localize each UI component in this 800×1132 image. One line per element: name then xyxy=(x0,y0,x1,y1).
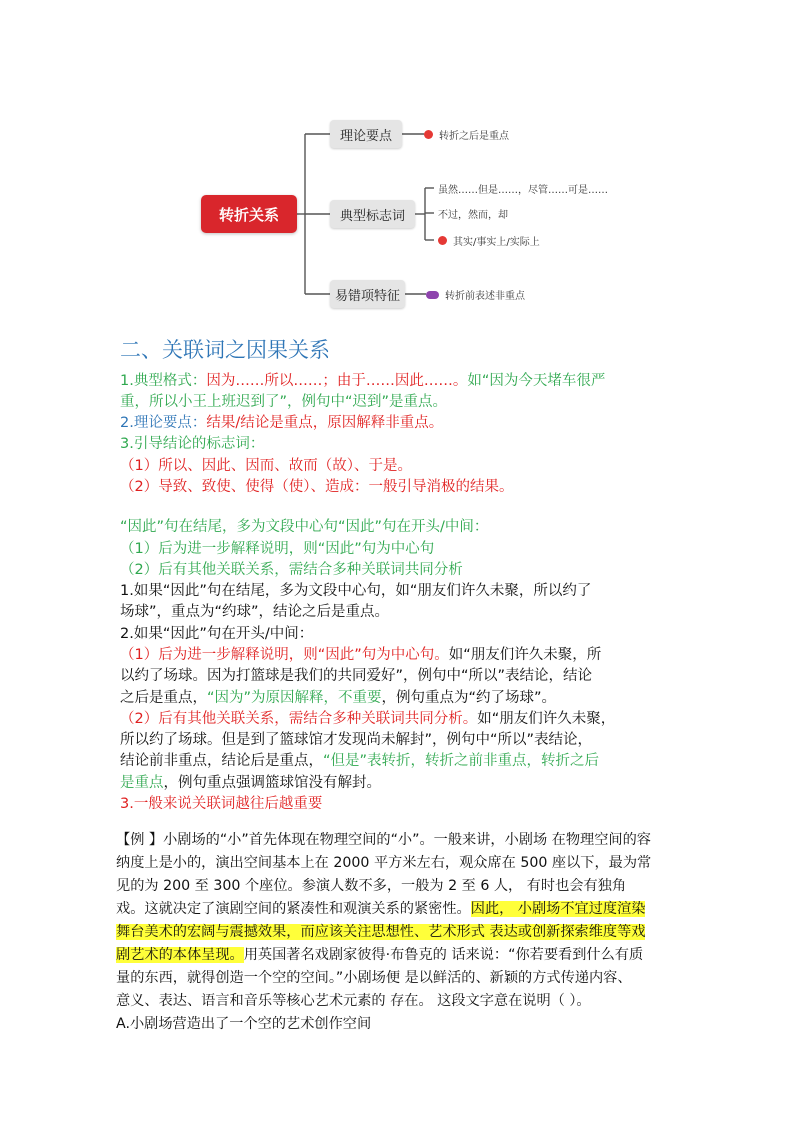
mind-map xyxy=(0,0,800,330)
leaf-mistake-label: 转折前表述非重点 xyxy=(445,291,525,302)
section-title: 二、关联词之因果关系 xyxy=(120,338,330,362)
example-line xyxy=(116,898,645,921)
section-text-run: 是重点 xyxy=(120,775,164,791)
example-text-run: 见的为 200 至 300 个座位。参演人数不多，一般为 2 至 6 人， 有时也会有独角 xyxy=(116,878,627,894)
example-text-run: 【例 】小剧场的“小”首先体现在物理空间的“小”。一般来讲，小剧场 在物理空间的容 xyxy=(116,832,651,848)
section-text-run: （2）后有其他关联关系，需结合多种关联词共同分析 xyxy=(120,562,463,578)
section-text-run: （2）后有其他关联关系，需结合多种关联词共同分析。 xyxy=(120,711,478,727)
leaf-theory xyxy=(424,127,509,142)
mind-map-root: 转折关系 xyxy=(201,195,297,233)
section-line xyxy=(120,559,463,581)
example-line xyxy=(116,967,632,990)
red-dot-icon xyxy=(424,130,433,139)
section-line xyxy=(120,412,443,434)
example-text-run: 意义、表达、语言和音乐等核心艺术元素的 存在。 这段文字意在说明（ ）。 xyxy=(116,993,591,1009)
section-line xyxy=(120,708,615,730)
example-text-run: 戏。这就决定了演剧空间的紧凑性和观演关系的紧密性。 xyxy=(116,901,471,917)
section-line xyxy=(120,516,488,538)
leaf-marker-3-label: 其实/事实上/实际上 xyxy=(453,237,540,248)
leaf-marker-3 xyxy=(438,233,540,248)
section-line xyxy=(120,729,592,751)
section-line xyxy=(120,665,592,687)
section-text-run: 1.典型格式： xyxy=(120,373,207,389)
example-text-run: 用英国著名戏剧家彼得·布鲁克的 话来说：“你若要看到什么有质 xyxy=(243,947,644,963)
section-line xyxy=(120,370,605,392)
red-dot-icon xyxy=(438,236,447,245)
section-text-run: “因为”为原因解释，不重要 xyxy=(207,690,382,706)
section-line xyxy=(120,391,447,413)
section-text-run: 2.理论要点： xyxy=(120,415,207,431)
section-line xyxy=(120,433,264,455)
section-text-run: （1）所以、因此、因而、故而（故）、于是。 xyxy=(120,458,412,474)
section-text-run: 结果/结论是重点，原因解释非重点。 xyxy=(206,415,444,431)
example-line xyxy=(116,990,591,1013)
section-line xyxy=(120,538,434,560)
section-text-run: ，例句重点强调篮球馆没有解封。 xyxy=(163,775,381,791)
node-theory: 理论要点 xyxy=(330,120,402,148)
leaf-mistake xyxy=(426,287,525,302)
leaf-theory-label: 转折之后是重点 xyxy=(439,131,509,142)
section-text-run: 如“朋友们许久未聚，所 xyxy=(448,647,602,663)
section-text-run: “但是”表转折，转折之前非重点，转折之后 xyxy=(323,753,600,769)
section-text-run: “因此”句在结尾，多为文段中心句“因此”句在开头/中间： xyxy=(120,519,489,535)
section-text-run: ，例句重点为“约了场球”。 xyxy=(381,690,557,706)
example-line xyxy=(116,852,651,875)
section-line xyxy=(120,623,313,645)
example-line xyxy=(116,921,645,944)
section-line xyxy=(120,750,599,772)
highlighted-text: 因此， 小剧场不宜过度渲染 xyxy=(470,901,646,917)
example-line xyxy=(116,875,626,898)
example-line xyxy=(116,1013,371,1036)
example-text-run: 纳度上是小的，演出空间基本上在 2000 平方米左右，观众席在 500 座以下，最为常 xyxy=(116,855,652,871)
example-text-run: 量的东西，就得创造一个空的空间。”小剧场便 是以鲜活的、新颖的方式传递内容、 xyxy=(116,970,632,986)
section-text-run: （2）导致、致使、使得（使）、造成：一般引导消极的结果。 xyxy=(120,479,514,495)
section-line xyxy=(120,476,513,498)
highlighted-text: 剧艺术的本体呈现。 xyxy=(116,947,244,963)
section-line xyxy=(120,772,381,794)
section-text-run: 如“朋友们许久未聚， xyxy=(477,711,616,727)
highlighted-text: 舞台美术的宏阔与震撼效果，而应该关注思想性、艺术形式 表达或创新探索维度等戏 xyxy=(116,924,646,940)
section-text-run: 重，所以小王上班迟到了”，例句中“迟到”是重点。 xyxy=(120,394,448,410)
section-line xyxy=(120,644,601,666)
example-line xyxy=(116,829,651,852)
section-text-run: 之后是重点， xyxy=(120,690,207,706)
section-text-run: 结论前非重点，结论后是重点， xyxy=(120,753,323,769)
example-line xyxy=(116,944,643,967)
section-text-run: 场球”，重点为“约球”，结论之后是重点。 xyxy=(120,604,390,620)
section-line xyxy=(120,580,591,602)
node-markers: 典型标志词 xyxy=(330,200,415,228)
leaf-marker-1 xyxy=(438,181,608,196)
section-text-run: 3.一般来说关联词越往后越重要 xyxy=(120,796,323,812)
section-text-run: （1）后为进一步解释说明，则“因此”句为中心句。 xyxy=(120,647,449,663)
node-mistake: 易错项特征 xyxy=(330,280,405,308)
section-text-run: 以约了场球。因为打篮球是我们的共同爱好”，例句中“所以”表结论，结论 xyxy=(120,668,593,684)
leaf-marker-1-label: 虽然……但是……，尽管……可是…… xyxy=(438,185,608,196)
section-text-run: （1）后为进一步解释说明，则“因此”句为中心句 xyxy=(120,541,435,557)
leaf-marker-2-label: 不过，然而，却 xyxy=(438,210,508,221)
purple-dot-icon xyxy=(426,291,439,299)
example-text-run: A.小剧场营造出了一个空的艺术创作空间 xyxy=(116,1016,372,1032)
section-text-run: 3.引导结论的标志词： xyxy=(120,436,265,452)
section-text-run: 2.如果“因此”句在开头/中间： xyxy=(120,626,314,642)
section-line xyxy=(120,687,556,709)
section-text-run: 所以约了场球。但是到了篮球馆才发现尚未解封”，例句中“所以”表结论， xyxy=(120,732,593,748)
section-text-run: 1.如果“因此”句在结尾，多为文段中心句，如“朋友们许久未聚，所以约了 xyxy=(120,583,592,599)
leaf-marker-2 xyxy=(438,206,508,221)
section-line xyxy=(120,455,412,477)
section-text-run: 因为……所以……；由于……因此……。 xyxy=(206,373,468,389)
section-text-run: 如“因为今天堵车很严 xyxy=(467,373,606,389)
section-line xyxy=(120,601,389,623)
section-line xyxy=(120,793,322,815)
